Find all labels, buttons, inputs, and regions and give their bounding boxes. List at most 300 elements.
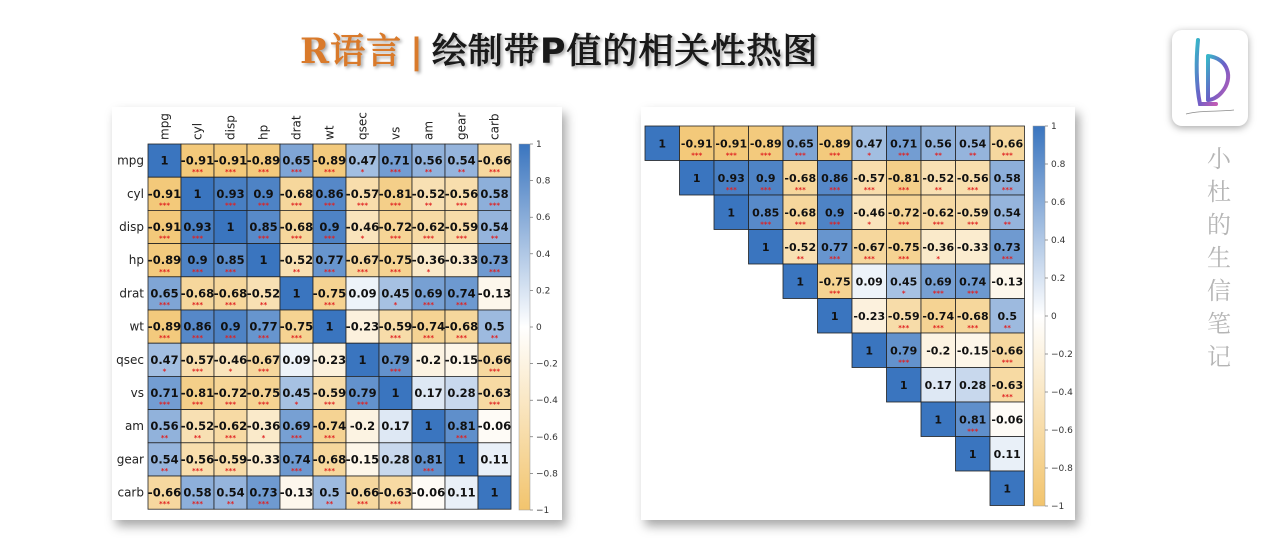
- cell-significance: ***: [390, 500, 401, 509]
- cell-significance: ***: [357, 267, 368, 276]
- row-label: gear: [116, 452, 144, 467]
- cell-significance: ***: [456, 334, 467, 343]
- cell-value: -0.13: [991, 275, 1024, 289]
- cell-significance: ***: [192, 301, 203, 309]
- cell-value: 0.79: [348, 386, 377, 400]
- cell-significance: ***: [324, 201, 335, 210]
- cell-value: -0.72: [887, 206, 920, 220]
- cell-value: -0.75: [246, 386, 281, 400]
- cell-significance: ***: [159, 500, 170, 509]
- row-label: wt: [129, 319, 144, 334]
- colorbar-tick-label: 0.8: [1051, 160, 1066, 170]
- cell-significance: **: [424, 201, 433, 210]
- cell-value: 1: [934, 413, 943, 427]
- cell-value: -0.62: [411, 220, 446, 234]
- cell-value: -0.23: [853, 309, 886, 323]
- cell-significance: ***: [760, 220, 772, 229]
- cell-significance: ***: [258, 367, 269, 376]
- colorbar-tick-label: −0.4: [1051, 388, 1073, 398]
- cell-value: -0.67: [246, 352, 281, 367]
- cell-value: 1: [1003, 482, 1012, 496]
- cell-significance: ***: [829, 255, 841, 263]
- colorbar-tick-label: 0.6: [536, 213, 551, 224]
- cell-value: -0.56: [444, 186, 479, 201]
- cell-value: 0.47: [150, 352, 179, 367]
- colorbar-tick-label: 0.2: [536, 286, 551, 297]
- cell-significance: ***: [225, 334, 236, 343]
- cell-value: 1: [796, 275, 805, 289]
- cell-significance: ***: [1001, 255, 1013, 263]
- cell-value: -0.59: [956, 206, 989, 220]
- row-label: vs: [130, 386, 144, 400]
- cell-value: 1: [193, 186, 202, 201]
- cell-significance: ***: [258, 168, 269, 177]
- cell-value: -0.23: [312, 352, 347, 367]
- cell-significance: ***: [898, 186, 910, 194]
- cell-significance: ***: [225, 467, 236, 475]
- cell-value: 0.9: [220, 319, 241, 334]
- side-char: 杜: [1207, 178, 1231, 206]
- cell-value: -0.59: [444, 220, 479, 234]
- cell-value: 0.09: [282, 352, 311, 367]
- cell-significance: ***: [291, 334, 302, 343]
- cell-value: 0.93: [717, 171, 745, 185]
- cell-value: -0.91: [715, 137, 748, 151]
- cell-value: -0.33: [956, 240, 989, 254]
- cell-value: -0.91: [680, 137, 713, 151]
- cell-significance: **: [490, 334, 499, 343]
- cell-value: -0.56: [180, 452, 215, 467]
- cell-significance: **: [292, 267, 301, 276]
- cell-value: -0.81: [887, 171, 920, 185]
- cell-value: 0.79: [890, 344, 918, 358]
- cell-value: -0.46: [213, 352, 248, 367]
- cell-value: 0.54: [447, 153, 476, 168]
- cell-value: 0.86: [315, 186, 344, 201]
- cell-value: -0.23: [345, 319, 380, 334]
- cell-significance: *: [261, 433, 266, 442]
- cell-value: -0.52: [922, 171, 955, 185]
- cell-significance: *: [162, 367, 167, 376]
- cell-significance: ***: [192, 367, 203, 376]
- full-heatmap-panel: [112, 107, 562, 520]
- cell-value: 0.69: [414, 286, 443, 301]
- colorbar-tick-label: 1: [1051, 122, 1057, 132]
- colorbar-tick-label: 1: [536, 140, 542, 150]
- cell-significance: ***: [159, 301, 170, 309]
- cell-value: 0.85: [216, 253, 245, 268]
- cell-significance: ***: [456, 301, 467, 309]
- cell-value: -0.59: [378, 319, 413, 334]
- cell-value: -0.52: [411, 186, 446, 201]
- cell-value: -0.91: [213, 153, 248, 168]
- cell-value: 0.17: [924, 378, 952, 392]
- cell-value: -0.52: [180, 419, 215, 434]
- cell-value: -0.52: [246, 286, 281, 301]
- cell-value: 0.81: [959, 413, 987, 427]
- column-label: wt: [322, 125, 337, 140]
- cell-value: 0.93: [183, 220, 212, 234]
- cell-significance: ***: [725, 151, 737, 160]
- cell-value: 0.9: [319, 220, 340, 234]
- cell-value: 0.28: [381, 452, 410, 467]
- cell-value: 0.77: [315, 253, 344, 268]
- side-char: 记: [1207, 343, 1231, 371]
- cell-value: -0.2: [349, 419, 376, 434]
- cell-value: 1: [830, 309, 839, 323]
- cell-value: -0.89: [147, 253, 182, 268]
- cell-significance: ***: [390, 267, 401, 276]
- cell-value: -0.66: [991, 344, 1024, 358]
- cell-value: 0.86: [821, 171, 849, 185]
- column-label: hp: [256, 124, 271, 140]
- cell-significance: ***: [423, 334, 434, 343]
- cell-significance: ***: [258, 400, 269, 409]
- colorbar: [519, 144, 530, 510]
- cell-significance: *: [936, 255, 941, 263]
- cell-value: -0.89: [246, 153, 281, 168]
- cell-value: 0.69: [924, 275, 952, 289]
- cell-value: -0.57: [345, 186, 380, 201]
- cell-significance: ***: [489, 201, 500, 210]
- colorbar-tick-label: 0.6: [1051, 198, 1066, 208]
- title-separator: |: [410, 32, 424, 72]
- cell-value: 0.77: [821, 240, 849, 254]
- row-label: drat: [119, 286, 144, 301]
- cell-significance: *: [294, 400, 299, 409]
- cell-value: -0.15: [956, 344, 989, 358]
- cell-value: 1: [968, 447, 977, 461]
- cell-value: 0.47: [855, 137, 883, 151]
- cell-value: 0.74: [959, 275, 987, 289]
- cell-value: -0.36: [411, 253, 446, 268]
- cell-value: -0.75: [887, 240, 920, 254]
- logo-icon: [1172, 30, 1248, 126]
- cell-significance: ***: [760, 151, 772, 160]
- cell-value: -0.68: [784, 171, 817, 185]
- cell-significance: ***: [898, 151, 910, 160]
- cell-significance: ***: [225, 400, 236, 409]
- cell-value: 0.56: [924, 137, 952, 151]
- cell-value: 0.5: [997, 309, 1017, 323]
- cell-significance: ***: [967, 186, 979, 194]
- cell-significance: ***: [423, 467, 434, 475]
- cell-value: -0.74: [312, 419, 347, 434]
- row-label: am: [124, 419, 144, 434]
- cell-value: 0.58: [993, 171, 1021, 185]
- cell-value: 0.81: [414, 452, 443, 467]
- cell-significance: ***: [357, 201, 368, 210]
- cell-significance: ***: [357, 400, 368, 409]
- cell-value: 0.73: [249, 485, 278, 500]
- colorbar-tick-label: 0: [536, 323, 542, 333]
- cell-significance: ***: [225, 267, 236, 276]
- cell-value: -0.75: [279, 319, 314, 334]
- cell-value: 1: [325, 319, 334, 334]
- column-label: gear: [454, 112, 469, 140]
- cell-value: 1: [865, 344, 874, 358]
- row-label: qsec: [116, 352, 144, 367]
- cell-value: -0.33: [444, 253, 479, 268]
- side-char: 小: [1207, 145, 1231, 173]
- cell-value: 0.73: [993, 240, 1021, 254]
- cell-significance: ***: [291, 168, 302, 177]
- colorbar-tick-label: −0.8: [536, 469, 558, 480]
- cell-significance: ***: [324, 168, 335, 177]
- side-char: 生: [1207, 244, 1231, 272]
- cell-value: -0.2: [415, 352, 442, 367]
- cell-value: -0.06: [477, 419, 512, 434]
- cell-value: 0.58: [183, 485, 212, 500]
- cell-significance: ***: [456, 433, 467, 442]
- cell-significance: ***: [691, 151, 703, 160]
- cell-significance: ***: [225, 201, 236, 210]
- cell-significance: ***: [291, 467, 302, 475]
- cell-value: 0.5: [319, 485, 340, 500]
- cell-value: 0.54: [150, 452, 179, 467]
- cell-significance: *: [360, 234, 365, 243]
- cell-significance: *: [228, 367, 233, 376]
- cell-value: 0.71: [150, 386, 179, 400]
- cell-significance: ***: [192, 267, 203, 276]
- cell-significance: ***: [898, 220, 910, 229]
- cell-significance: ***: [794, 220, 806, 229]
- row-label: mpg: [117, 153, 144, 168]
- cell-value: -0.72: [213, 386, 248, 400]
- cell-significance: ***: [760, 186, 772, 194]
- cell-value: -0.68: [279, 186, 314, 201]
- cell-value: -0.66: [477, 153, 512, 168]
- cell-significance: ***: [898, 358, 910, 367]
- colorbar-tick-label: −0.2: [536, 359, 558, 370]
- cell-value: -0.66: [477, 352, 512, 367]
- cell-value: 1: [899, 378, 908, 392]
- column-label: cyl: [190, 122, 205, 140]
- cell-significance: ***: [390, 234, 401, 243]
- cell-value: 0.74: [447, 286, 476, 301]
- cell-value: -0.72: [378, 220, 413, 234]
- column-label: mpg: [157, 113, 172, 140]
- cell-value: 0.9: [253, 186, 274, 201]
- side-char: 信: [1207, 277, 1231, 305]
- cell-value: 0.65: [150, 286, 179, 301]
- cell-significance: **: [1003, 220, 1011, 229]
- colorbar-tick-label: 0: [1051, 312, 1057, 322]
- cell-value: -0.68: [784, 206, 817, 220]
- cell-value: 0.11: [480, 452, 509, 467]
- cell-value: -0.62: [213, 419, 248, 434]
- cell-significance: ***: [192, 500, 203, 509]
- cell-value: -0.15: [345, 452, 380, 467]
- cell-value: 0.47: [348, 153, 377, 168]
- cell-significance: ***: [967, 289, 979, 298]
- full-correlation-heatmap: [112, 107, 562, 520]
- row-label: carb: [117, 485, 144, 500]
- cell-value: -0.68: [279, 220, 314, 234]
- cell-significance: **: [934, 186, 942, 194]
- cell-significance: ***: [390, 168, 401, 177]
- title-r: R语言: [300, 31, 403, 72]
- cell-value: -0.68: [213, 286, 248, 301]
- cell-value: 0.69: [282, 419, 311, 434]
- cell-significance: ***: [258, 201, 269, 210]
- cell-value: 0.93: [216, 186, 245, 201]
- cell-significance: ***: [1001, 393, 1013, 401]
- cell-value: 1: [658, 137, 667, 151]
- side-char: 笔: [1207, 310, 1231, 338]
- cell-significance: *: [867, 220, 872, 229]
- cell-significance: ***: [1001, 186, 1013, 194]
- cell-significance: ***: [159, 201, 170, 210]
- cell-significance: ***: [489, 367, 500, 376]
- cell-value: 0.56: [150, 419, 179, 434]
- cell-value: 0.79: [381, 352, 410, 367]
- cell-value: -0.59: [887, 309, 920, 323]
- cell-value: -0.06: [991, 413, 1024, 427]
- cell-value: -0.66: [147, 485, 182, 500]
- cell-value: -0.62: [922, 206, 955, 220]
- cell-significance: ***: [456, 234, 467, 243]
- cell-value: 0.56: [414, 153, 443, 168]
- cell-significance: ***: [967, 427, 979, 436]
- cell-significance: **: [457, 168, 466, 177]
- cell-value: -0.57: [180, 352, 215, 367]
- cell-value: -0.33: [246, 452, 281, 467]
- cell-value: 1: [160, 153, 169, 168]
- cell-significance: ***: [159, 234, 170, 243]
- cell-significance: **: [969, 151, 977, 160]
- cell-value: -0.66: [345, 485, 380, 500]
- cell-significance: ***: [390, 201, 401, 210]
- logo: [1172, 30, 1248, 126]
- cell-significance: ***: [324, 267, 335, 276]
- cell-significance: **: [934, 151, 942, 160]
- cell-value: 0.71: [890, 137, 918, 151]
- cell-significance: ***: [225, 168, 236, 177]
- cell-value: -0.13: [477, 286, 512, 301]
- colorbar-tick-label: 0.8: [536, 176, 551, 187]
- colorbar-tick-label: −0.2: [1051, 350, 1073, 360]
- cell-value: -0.13: [279, 485, 314, 500]
- cell-significance: ***: [192, 234, 203, 243]
- cell-value: 0.45: [282, 386, 311, 400]
- cell-significance: ***: [390, 367, 401, 376]
- cell-significance: ***: [159, 334, 170, 343]
- cell-value: 0.58: [480, 186, 509, 201]
- cell-value: -0.75: [378, 253, 413, 268]
- cell-value: 0.9: [187, 253, 208, 268]
- cell-value: 1: [424, 419, 433, 434]
- column-label: drat: [289, 115, 304, 140]
- cell-value: -0.67: [345, 253, 380, 268]
- cell-value: 0.17: [381, 419, 410, 434]
- cell-significance: **: [259, 301, 268, 309]
- cell-value: -0.2: [926, 344, 951, 358]
- row-label: hp: [128, 253, 144, 268]
- cell-significance: ***: [489, 400, 500, 409]
- side-char: 的: [1207, 211, 1231, 239]
- cell-value: -0.68: [444, 319, 479, 334]
- cell-value: 0.85: [752, 206, 780, 220]
- cell-significance: ***: [967, 220, 979, 229]
- cell-significance: *: [393, 301, 398, 309]
- cell-value: 0.9: [756, 171, 776, 185]
- cell-significance: ***: [829, 289, 841, 298]
- cell-significance: ***: [324, 400, 335, 409]
- cell-value: 1: [292, 286, 301, 301]
- cell-significance: **: [424, 168, 433, 177]
- colorbar-tick-label: −0.6: [1051, 426, 1073, 436]
- cell-value: 0.11: [993, 447, 1021, 461]
- cell-value: 0.28: [447, 386, 476, 400]
- cell-value: -0.46: [853, 206, 886, 220]
- cell-significance: ***: [932, 220, 944, 229]
- cell-value: -0.91: [180, 153, 215, 168]
- cell-significance: *: [360, 168, 365, 177]
- cell-value: 0.71: [381, 153, 410, 168]
- cell-significance: ***: [192, 400, 203, 409]
- cell-value: 0.17: [414, 386, 443, 400]
- colorbar-tick-label: −1: [1051, 502, 1065, 512]
- upper-heatmap-panel: [641, 107, 1075, 520]
- cell-significance: ***: [1001, 358, 1013, 367]
- cell-significance: ***: [423, 234, 434, 243]
- row-label: disp: [119, 220, 144, 234]
- cell-significance: **: [226, 500, 235, 509]
- cell-value: 0.09: [855, 275, 883, 289]
- colorbar-tick-label: −0.6: [536, 432, 558, 443]
- cell-significance: **: [325, 500, 334, 509]
- cell-significance: ***: [456, 201, 467, 210]
- cell-value: 0.65: [786, 137, 814, 151]
- cell-value: -0.56: [956, 171, 989, 185]
- colorbar-tick-label: −1: [536, 506, 550, 516]
- cell-significance: ***: [489, 168, 500, 177]
- cell-value: 0.74: [282, 452, 311, 467]
- title-text: 绘制带P值的相关性热图: [431, 32, 819, 72]
- cell-significance: ***: [324, 433, 335, 442]
- column-label: qsec: [355, 112, 370, 140]
- cell-significance: **: [490, 234, 499, 243]
- cell-significance: ***: [932, 289, 944, 298]
- cell-significance: ***: [258, 234, 269, 243]
- cell-significance: ***: [225, 433, 236, 442]
- cell-value: -0.66: [991, 137, 1024, 151]
- cell-significance: ***: [794, 186, 806, 194]
- cell-significance: *: [901, 289, 906, 298]
- cell-significance: ***: [898, 255, 910, 263]
- cell-value: 1: [259, 253, 268, 268]
- cell-significance: ***: [258, 500, 269, 509]
- cell-value: -0.68: [312, 452, 347, 467]
- cell-significance: ***: [794, 151, 806, 160]
- cell-significance: ***: [932, 324, 944, 332]
- cell-value: 0.77: [249, 319, 278, 334]
- cell-value: -0.57: [853, 171, 886, 185]
- cell-significance: ***: [863, 255, 875, 263]
- cell-value: 0.45: [381, 286, 410, 301]
- cell-significance: ***: [423, 301, 434, 309]
- colorbar-tick-label: −0.8: [1051, 464, 1073, 474]
- cell-value: 0.85: [249, 220, 278, 234]
- page-title: [300, 24, 819, 74]
- cell-significance: ***: [291, 201, 302, 210]
- cell-value: 1: [391, 386, 400, 400]
- cell-value: 0.5: [484, 319, 505, 334]
- cell-significance: **: [796, 255, 804, 263]
- cell-value: 0.9: [825, 206, 845, 220]
- cell-value: -0.74: [922, 309, 955, 323]
